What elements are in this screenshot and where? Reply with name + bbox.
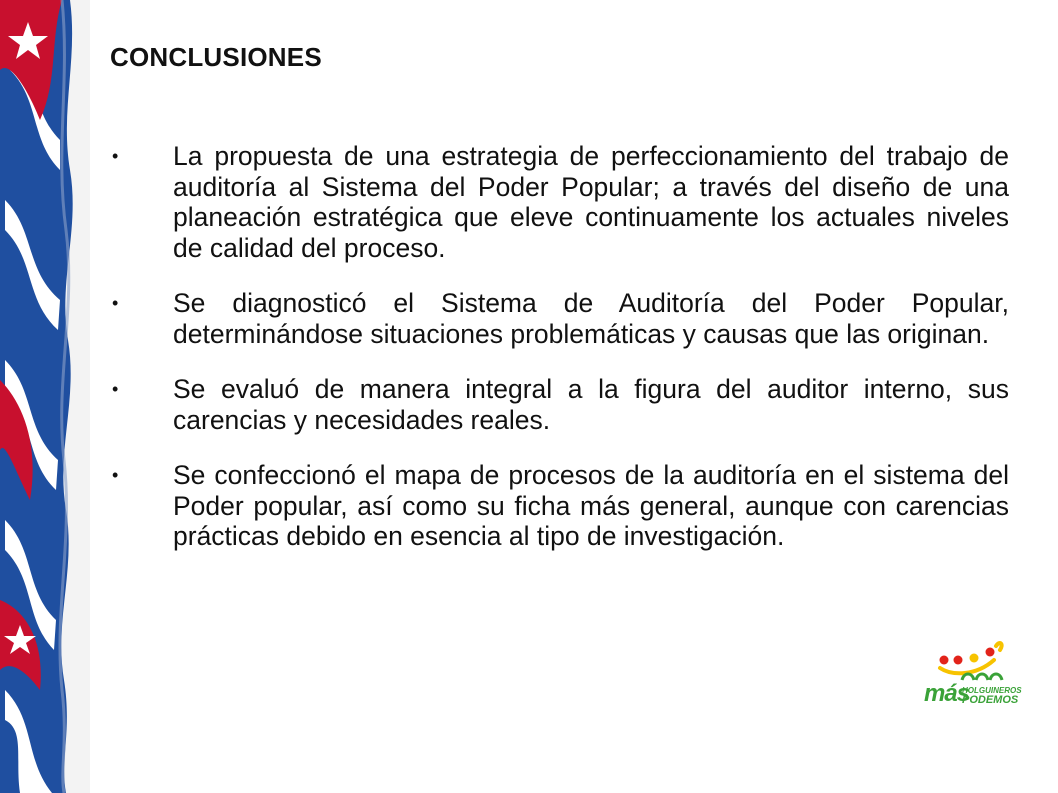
mas-holguineros-podemos-logo [918, 638, 1022, 714]
logo-word-holguineros: HOLGUINEROS [962, 686, 1022, 695]
bullet-text: Se diagnosticó el Sistema de Auditoría del Poder Popular, determinándose situaciones problemáticas y causas que las originan. [173, 288, 1009, 349]
logo-figures-icon [918, 638, 1014, 682]
bullet-icon: • [112, 465, 119, 485]
list-item [112, 460, 1009, 552]
bullet-text: Se confeccionó el mapa de procesos de la auditoría en el sistema del Poder popular, así como su ficha más general, aunque con carencias prácticas debido en esencia al tipo de investigación. [173, 460, 1009, 551]
list-item [112, 288, 1009, 349]
logo-word-podemos: PODEMOS [962, 694, 1019, 706]
list-item [112, 141, 1009, 263]
bullet-icon: • [112, 293, 119, 313]
bullet-text: La propuesta de una estrategia de perfeccionamiento del trabajo de auditoría al Sistema del Poder Popular; a través del diseño de una planeación estratégica que eleve continuamente los actuales niveles de calidad del proceso. [173, 141, 1009, 263]
list-item [112, 374, 1009, 435]
cuban-flag-strip [0, 0, 90, 793]
bullet-text: Se evaluó de manera integral a la figura del auditor interno, sus carencias y necesidades reales. [173, 374, 1009, 435]
bullet-icon: • [112, 379, 119, 399]
slide-title: CONCLUSIONES [110, 42, 322, 72]
conclusions-list [112, 141, 1009, 577]
logo-word-mas: más [924, 680, 970, 707]
bullet-icon: • [112, 146, 119, 166]
